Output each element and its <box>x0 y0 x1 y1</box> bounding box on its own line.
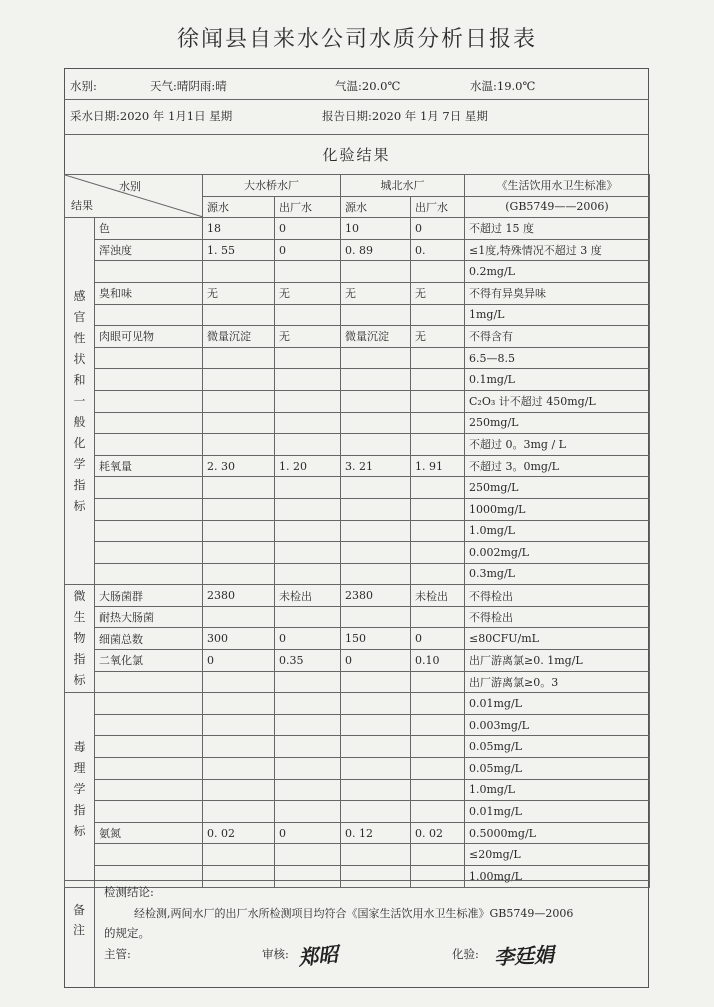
cell-o2 <box>411 347 465 369</box>
category-label: 感官性状和一般化学指标 <box>73 288 86 513</box>
table-row <box>65 326 650 348</box>
cell-o1: 0 <box>275 239 341 261</box>
sampling-date-field: 采水日期:2020 年 1月1日 星期 <box>70 109 233 123</box>
cell-item <box>95 412 203 434</box>
table-row <box>65 693 650 715</box>
cell-o1: 无 <box>275 326 341 348</box>
tester-signature: 李廷娟 <box>493 942 555 970</box>
cell-s1 <box>203 347 275 369</box>
category-cell-sensory <box>65 218 95 585</box>
plant1-outlet-header: 出厂水 <box>275 196 341 218</box>
cell-std: 1.0mg/L <box>465 520 650 542</box>
table-row <box>65 239 650 261</box>
table-row <box>65 304 650 326</box>
cell-o2: 无 <box>411 282 465 304</box>
cell-s2 <box>341 714 411 736</box>
reviewer-signature: 郑昭 <box>297 941 340 971</box>
cell-item <box>95 304 203 326</box>
cell-o1 <box>275 498 341 520</box>
table-row <box>65 628 650 650</box>
cell-o2: 0.10 <box>411 650 465 672</box>
cell-item <box>95 671 203 693</box>
cell-s2 <box>341 369 411 391</box>
tester-label: 化验: <box>452 947 479 961</box>
result-header: 结果 <box>71 199 93 212</box>
cell-o2: 无 <box>411 326 465 348</box>
cell-o1 <box>275 412 341 434</box>
cell-s1: 无 <box>203 282 275 304</box>
cell-s2 <box>341 434 411 456</box>
cell-s1: 2. 30 <box>203 455 275 477</box>
table-row <box>65 563 650 585</box>
cell-o1 <box>275 563 341 585</box>
cell-o1 <box>275 758 341 780</box>
cell-s1: 0 <box>203 650 275 672</box>
cell-std: 不得检出 <box>465 606 650 628</box>
standard-header-line2: (GB5749——2006) <box>465 196 650 218</box>
cell-std: 不超过 0。3mg / L <box>465 434 650 456</box>
table-row <box>65 606 650 628</box>
cell-item <box>95 498 203 520</box>
header-row-1 <box>65 175 650 197</box>
report-date-field: 报告日期:2020 年 1月 7日 星期 <box>322 109 488 123</box>
water-temp-field: 水温:19.0℃ <box>470 79 536 93</box>
cell-std: ≤20mg/L <box>465 844 650 866</box>
section-title: 化验结果 <box>64 134 649 174</box>
cell-o1 <box>275 390 341 412</box>
cell-item: 细菌总数 <box>95 628 203 650</box>
table-row <box>65 218 650 240</box>
cell-o1 <box>275 844 341 866</box>
cell-item <box>95 563 203 585</box>
category-label: 微生物指标 <box>73 589 86 688</box>
table-row <box>65 390 650 412</box>
remarks-category <box>64 900 94 940</box>
cell-std: C₂O₃ 计不超过 450mg/L <box>465 390 650 412</box>
cell-s2 <box>341 606 411 628</box>
cell-s2: 无 <box>341 282 411 304</box>
cell-o2 <box>411 434 465 456</box>
cell-item <box>95 520 203 542</box>
remarks-category-label: 备注 <box>73 903 86 937</box>
cell-std: 6.5—8.5 <box>465 347 650 369</box>
cell-s2 <box>341 477 411 499</box>
cell-o1 <box>275 520 341 542</box>
cell-item <box>95 390 203 412</box>
water-type-header: 水别 <box>119 180 141 193</box>
cell-s1 <box>203 801 275 823</box>
cell-s1 <box>203 412 275 434</box>
cell-std: 0.3mg/L <box>465 563 650 585</box>
cell-s2: 3. 21 <box>341 455 411 477</box>
plant2-outlet-header: 出厂水 <box>411 196 465 218</box>
cell-o1 <box>275 434 341 456</box>
cell-item <box>95 844 203 866</box>
category-cell-micro <box>65 585 95 693</box>
cell-s2 <box>341 736 411 758</box>
cell-std: ≤80CFU/mL <box>465 628 650 650</box>
cell-s1 <box>203 671 275 693</box>
standard-header-line1: 《生活饮用水卫生标准》 <box>465 175 650 197</box>
cell-o2 <box>411 542 465 564</box>
cell-s2: 0 <box>341 650 411 672</box>
page-title: 徐闻县自来水公司水质分析日报表 <box>176 27 537 52</box>
cell-item <box>95 758 203 780</box>
cell-s1 <box>203 390 275 412</box>
cell-item <box>95 477 203 499</box>
cell-item: 肉眼可见物 <box>95 326 203 348</box>
results-table <box>64 174 650 888</box>
cell-item <box>95 261 203 283</box>
cell-std: 0.1mg/L <box>465 369 650 391</box>
cell-std: 250mg/L <box>465 412 650 434</box>
cell-o1 <box>275 369 341 391</box>
cell-item <box>95 542 203 564</box>
cell-s1: 2380 <box>203 585 275 607</box>
cell-o2 <box>411 477 465 499</box>
table-row <box>65 282 650 304</box>
cell-item <box>95 434 203 456</box>
cell-o2: 0 <box>411 628 465 650</box>
cell-std: 0.05mg/L <box>465 758 650 780</box>
cell-o1 <box>275 347 341 369</box>
cell-o2: 0. <box>411 239 465 261</box>
table-row <box>65 498 650 520</box>
cell-o1 <box>275 693 341 715</box>
cell-o2 <box>411 563 465 585</box>
cell-o2 <box>411 844 465 866</box>
cell-o1: 0.35 <box>275 650 341 672</box>
cell-s1: 微量沉淀 <box>203 326 275 348</box>
cell-s1: 1. 55 <box>203 239 275 261</box>
cell-std: 0.002mg/L <box>465 542 650 564</box>
cell-item <box>95 347 203 369</box>
cell-s2 <box>341 693 411 715</box>
cell-s2 <box>341 520 411 542</box>
cell-o1 <box>275 477 341 499</box>
water-type-label: 水别: <box>70 79 97 93</box>
cell-item: 臭和味 <box>95 282 203 304</box>
cell-s2: 10 <box>341 218 411 240</box>
cell-s1 <box>203 736 275 758</box>
plant1-header: 大水桥水厂 <box>203 175 341 197</box>
cell-o1 <box>275 714 341 736</box>
cell-item <box>95 693 203 715</box>
cell-item: 耗氧量 <box>95 455 203 477</box>
cell-std: 0.01mg/L <box>465 693 650 715</box>
cell-o2 <box>411 520 465 542</box>
table-row <box>65 542 650 564</box>
cell-item <box>95 801 203 823</box>
diagonal-header-cell <box>65 175 203 218</box>
cell-o2 <box>411 866 465 888</box>
cell-item: 氨氮 <box>95 822 203 844</box>
cell-s2 <box>341 261 411 283</box>
cell-item <box>95 779 203 801</box>
cell-std: 0.2mg/L <box>465 261 650 283</box>
cell-o1 <box>275 736 341 758</box>
cell-o2 <box>411 498 465 520</box>
cell-o1 <box>275 304 341 326</box>
cell-item: 大肠菌群 <box>95 585 203 607</box>
cell-s1 <box>203 758 275 780</box>
cell-o2 <box>411 304 465 326</box>
cell-std: 出厂游离氯≥0。3 <box>465 671 650 693</box>
cell-s2 <box>341 844 411 866</box>
table-row <box>65 714 650 736</box>
cell-s2 <box>341 412 411 434</box>
cell-s1 <box>203 434 275 456</box>
cell-item: 耐热大肠菌 <box>95 606 203 628</box>
cell-o1 <box>275 801 341 823</box>
cell-o2 <box>411 714 465 736</box>
cell-s2 <box>341 542 411 564</box>
cell-s1 <box>203 693 275 715</box>
cell-o2: 0. 02 <box>411 822 465 844</box>
conclusion-text: 经检测,两间水厂的出厂水所检测项目均符合《国家生活饮用水卫生标准》GB5749—2006 <box>134 907 574 920</box>
cell-s1 <box>203 369 275 391</box>
cell-s1: 18 <box>203 218 275 240</box>
cell-s2: 0. 12 <box>341 822 411 844</box>
reviewer-label: 审核: <box>262 947 289 961</box>
weather-field: 天气:晴阴雨:晴 <box>150 79 227 93</box>
table-row <box>65 520 650 542</box>
cell-s1: 300 <box>203 628 275 650</box>
plant2-source-header: 源水 <box>341 196 411 218</box>
table-row <box>65 801 650 823</box>
table-row <box>65 736 650 758</box>
cell-s2 <box>341 671 411 693</box>
cell-s1 <box>203 304 275 326</box>
cell-o1 <box>275 542 341 564</box>
cell-o2 <box>411 369 465 391</box>
cell-o2 <box>411 671 465 693</box>
table-row <box>65 412 650 434</box>
cell-s1 <box>203 779 275 801</box>
remarks-divider <box>64 880 649 881</box>
cell-s1 <box>203 606 275 628</box>
cell-std: 1mg/L <box>465 304 650 326</box>
table-row <box>65 434 650 456</box>
cell-o1: 0 <box>275 822 341 844</box>
cell-o2 <box>411 801 465 823</box>
cell-s1 <box>203 844 275 866</box>
plant1-source-header: 源水 <box>203 196 275 218</box>
conclusion-label: 检测结论: <box>104 885 154 899</box>
remarks-col-divider <box>94 880 95 988</box>
cell-std: 不得含有 <box>465 326 650 348</box>
table-row <box>65 822 650 844</box>
cell-s2: 0. 89 <box>341 239 411 261</box>
table-row <box>65 844 650 866</box>
cell-std: 出厂游离氯≥0. 1mg/L <box>465 650 650 672</box>
cell-s1 <box>203 498 275 520</box>
cell-s1 <box>203 563 275 585</box>
cell-std: 不得有异臭异味 <box>465 282 650 304</box>
cell-item <box>95 369 203 391</box>
conclusion-end: 的规定。 <box>104 926 150 940</box>
cell-item <box>95 714 203 736</box>
cell-o1 <box>275 866 341 888</box>
cell-o2 <box>411 779 465 801</box>
cell-s2: 微量沉淀 <box>341 326 411 348</box>
cell-o1: 0 <box>275 218 341 240</box>
cell-s1 <box>203 520 275 542</box>
cell-s1 <box>203 542 275 564</box>
cell-o1 <box>275 606 341 628</box>
cell-s1 <box>203 477 275 499</box>
cell-std: ≤1度,特殊情况不超过 3 度 <box>465 239 650 261</box>
table-row <box>65 477 650 499</box>
cell-o1 <box>275 261 341 283</box>
table-row <box>65 585 650 607</box>
cell-o2: 未检出 <box>411 585 465 607</box>
table-row <box>65 261 650 283</box>
cell-o1: 无 <box>275 282 341 304</box>
cell-s2: 2380 <box>341 585 411 607</box>
cell-std: 不超过 3。0mg/L <box>465 455 650 477</box>
cell-o2 <box>411 758 465 780</box>
category-cell-toxic <box>65 693 95 887</box>
air-temp-field: 气温:20.0℃ <box>335 79 401 93</box>
header-divider <box>64 99 649 100</box>
cell-o2 <box>411 606 465 628</box>
cell-s2 <box>341 498 411 520</box>
cell-std: 1000mg/L <box>465 498 650 520</box>
table-row <box>65 779 650 801</box>
cell-s2 <box>341 758 411 780</box>
cell-o1: 0 <box>275 628 341 650</box>
cell-item: 色 <box>95 218 203 240</box>
cell-s1 <box>203 261 275 283</box>
cell-s1 <box>203 866 275 888</box>
cell-std: 0.05mg/L <box>465 736 650 758</box>
cell-item <box>95 736 203 758</box>
cell-std: 不超过 15 度 <box>465 218 650 240</box>
table-row <box>65 347 650 369</box>
cell-s2 <box>341 390 411 412</box>
cell-item: 二氧化氯 <box>95 650 203 672</box>
cell-std: 1.0mg/L <box>465 779 650 801</box>
cell-s2 <box>341 866 411 888</box>
cell-o1: 未检出 <box>275 585 341 607</box>
cell-o2 <box>411 390 465 412</box>
cell-o2 <box>411 736 465 758</box>
cell-s2 <box>341 563 411 585</box>
cell-o2 <box>411 693 465 715</box>
cell-o1 <box>275 779 341 801</box>
cell-o2 <box>411 261 465 283</box>
plant2-header: 城北水厂 <box>341 175 465 197</box>
cell-o2: 0 <box>411 218 465 240</box>
cell-o1: 1. 20 <box>275 455 341 477</box>
cell-o1 <box>275 671 341 693</box>
cell-std: 0.5000mg/L <box>465 822 650 844</box>
category-label: 毒理学指标 <box>73 740 86 839</box>
cell-item: 浑浊度 <box>95 239 203 261</box>
supervisor-label: 主管: <box>104 947 131 961</box>
cell-std: 1.00mg/L <box>465 866 650 888</box>
cell-std: 0.003mg/L <box>465 714 650 736</box>
table-row <box>65 455 650 477</box>
table-row <box>65 758 650 780</box>
table-row <box>65 671 650 693</box>
cell-s2 <box>341 801 411 823</box>
cell-std: 0.01mg/L <box>465 801 650 823</box>
cell-s2: 150 <box>341 628 411 650</box>
table-row <box>65 650 650 672</box>
cell-o2: 1. 91 <box>411 455 465 477</box>
cell-std: 不得检出 <box>465 585 650 607</box>
cell-s1 <box>203 714 275 736</box>
cell-s2 <box>341 347 411 369</box>
cell-o2 <box>411 412 465 434</box>
cell-std: 250mg/L <box>465 477 650 499</box>
cell-s2 <box>341 304 411 326</box>
cell-s1: 0. 02 <box>203 822 275 844</box>
table-row <box>65 369 650 391</box>
cell-s2 <box>341 779 411 801</box>
